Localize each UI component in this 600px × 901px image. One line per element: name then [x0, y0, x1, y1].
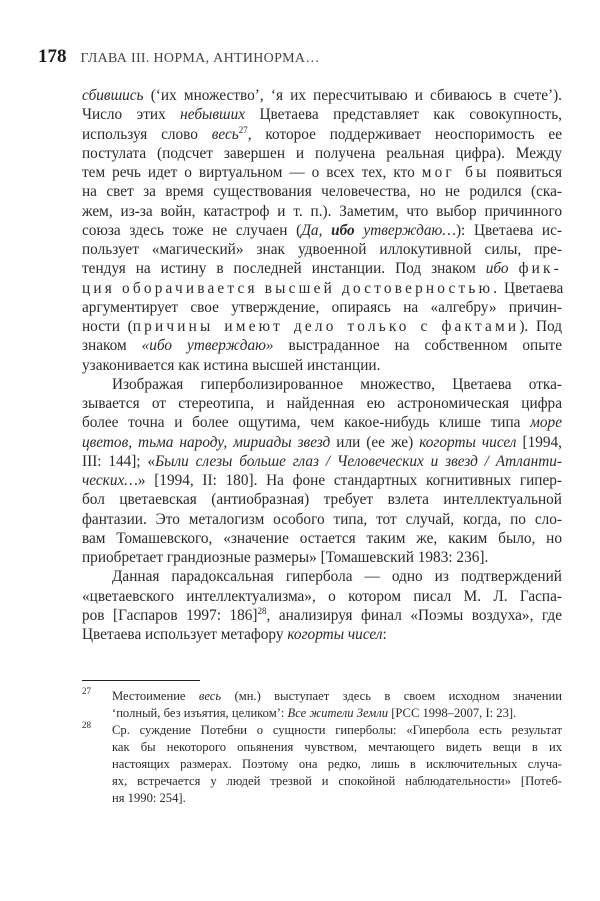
- text-line: [82, 490, 562, 509]
- footnotes: [82, 688, 562, 807]
- text-run: фантазии. Это металогизм особого типа, тот случай, когда, по сло-: [82, 510, 562, 528]
- text-line: [82, 452, 562, 471]
- text-line: [82, 413, 562, 432]
- text-line: [112, 739, 562, 756]
- footnote-number: 27: [82, 686, 91, 696]
- text-run: настоящих размерах. Поэтому она редко, лишь в исключительных случа-: [112, 757, 562, 771]
- footnote-ref[interactable]: 28: [257, 605, 267, 616]
- text-line: [82, 606, 562, 625]
- page-header: [38, 46, 320, 68]
- text-line: [82, 548, 562, 567]
- emphasis-text: «ибо утверждаю»: [141, 337, 274, 355]
- text-line: [82, 394, 562, 413]
- text-run: Цветаева: [500, 279, 564, 297]
- emphasis-text: цветов, тьма народу, мириады звезд: [82, 433, 331, 451]
- text-run: [509, 260, 519, 277]
- text-line: [82, 587, 562, 606]
- emphasis-text: Все жители Земли: [287, 706, 389, 720]
- text-line: [112, 705, 562, 722]
- page-number: 178: [38, 46, 67, 67]
- text-line: [82, 105, 562, 124]
- text-run: , анализируя финал «Поэмы воздуха», где: [266, 606, 562, 624]
- text-line: [82, 86, 562, 105]
- footnote: [82, 722, 562, 807]
- emphasis-text: Да,: [301, 221, 332, 239]
- text-line: [82, 529, 562, 548]
- emphasis-text: весь: [211, 125, 239, 143]
- text-line: [82, 625, 562, 644]
- text-run: ): Цветаева ис-: [455, 221, 562, 239]
- text-line: [82, 144, 562, 163]
- text-line: [82, 125, 562, 144]
- text-run: тендуя на истину в последней инстанции. Под знаком: [82, 260, 486, 278]
- text-run: Цветаева использует метафору: [82, 626, 288, 643]
- text-line: [82, 298, 562, 317]
- text-line: [112, 722, 562, 739]
- text-line: [82, 375, 562, 394]
- emphasis-text: утверждаю…: [354, 221, 456, 239]
- text-run: как бы некоторого опьянения чувством, мечтающего видеть вещи в их: [112, 740, 562, 754]
- text-run: аргументирует свое утверждение, опираясь на «алгебру» причин-: [82, 298, 562, 316]
- text-run: постулата (подсчет завершен и получена реальная цифра). Между: [82, 144, 562, 162]
- emphasis-text: ибо: [331, 221, 355, 239]
- text-run: тем речь идет о виртуальном — о всех тех, кто: [82, 164, 422, 181]
- text-line: [112, 756, 562, 773]
- text-run: бол цветаевская (антиобразная) требует взлета интеллектуальной: [82, 491, 562, 509]
- text-run: Местоимение: [112, 689, 199, 703]
- text-run: (мн.) выступает здесь в своем исходном значении: [221, 689, 562, 703]
- text-run: зывается от стереотипа, и найденная ею астрономическая цифра: [82, 395, 562, 412]
- text-run: выстраданное на собственном опыте: [273, 337, 562, 355]
- text-run: (‘их множество’, ‘я их пересчитываю и сбиваюсь в счете’).: [143, 87, 562, 104]
- text-run: Данная парадоксальная гипербола — одно из подтверждений: [112, 568, 562, 586]
- emphasis-text: небывших: [180, 106, 246, 124]
- text-line: [82, 163, 562, 182]
- emphasis-text: ибо: [485, 260, 509, 278]
- text-run: , которое поддерживает неоспоримость ее: [247, 125, 562, 143]
- emphasis-text: причины имеют дело только с фактами: [132, 318, 520, 335]
- text-run: знаком: [82, 337, 142, 355]
- body-text: [82, 86, 562, 644]
- text-line: [112, 773, 562, 790]
- text-line: [82, 317, 562, 336]
- text-run: или (ее же): [330, 433, 420, 451]
- text-line: [82, 202, 562, 221]
- text-run: пользует «магический» знак удвоенной иллокутивной силы, пре-: [82, 241, 562, 258]
- text-run: ров [Гаспаров 1997: 186]: [82, 606, 258, 624]
- text-run: ях, встречается у людей трезвой и спокойной наблюдательности» [Потеб-: [112, 774, 562, 788]
- text-run: союза здесь тоже не случаен (: [82, 221, 302, 239]
- text-line: [82, 221, 562, 240]
- text-run: «цветаевского интеллектуализма», о котором писал М. Л. Гаспа-: [82, 587, 562, 605]
- text-run: узаконивается как истина высшей инстанции.: [82, 356, 381, 374]
- text-run: [1994,: [516, 433, 562, 451]
- emphasis-text: когорты чисел: [419, 433, 517, 451]
- emphasis-text: фик-: [518, 260, 562, 278]
- emphasis-text: сбившись: [82, 87, 144, 104]
- text-line: [112, 790, 562, 807]
- emphasis-text: мог бы: [421, 164, 490, 181]
- text-line: [82, 433, 562, 452]
- text-line: [82, 259, 562, 278]
- emphasis-text: Были слезы больше глаз / Человеческих и звезд / Атланти-: [155, 452, 562, 470]
- emphasis-text: когорты чисел: [287, 626, 383, 643]
- text-line: [112, 688, 562, 705]
- text-line: [82, 279, 562, 298]
- text-run: Число этих: [82, 106, 181, 124]
- text-run: появиться: [489, 164, 562, 181]
- text-run: жем, из-за войн, катастроф и т. п.). Заметим, что выбор причинного: [82, 202, 562, 220]
- text-run: на свет за время существования человечества, но не родился (ска-: [82, 183, 562, 201]
- footnote-number: 28: [82, 720, 91, 730]
- text-line: [82, 567, 562, 586]
- text-run: Цветаева представляет как совокупность,: [245, 106, 563, 124]
- running-title: ГЛАВА III. НОРМА, АНТИНОРМА…: [80, 51, 320, 66]
- text-run: » [1994, II: 180]. На фоне стандартных когнитивных гипер-: [137, 472, 562, 489]
- emphasis-text: ческих…: [82, 472, 138, 489]
- text-run: ности (: [82, 318, 133, 335]
- text-run: приобретает грандиозные размеры» [Томашевский 1983: 236].: [82, 549, 489, 566]
- text-run: :: [382, 626, 387, 643]
- footnote-ref[interactable]: 27: [238, 124, 248, 135]
- text-line: [82, 510, 562, 529]
- emphasis-text: ция оборачивается высшей достоверностью.: [82, 279, 501, 297]
- emphasis-text: море: [530, 414, 562, 432]
- text-run: [РСС 1998–2007, I: 23].: [388, 706, 517, 720]
- text-run: более точна и более ощутима, чем какое-нибудь клише типа: [82, 414, 531, 432]
- text-line: [82, 471, 562, 490]
- text-run: Изображая гиперболизированное множество, Цветаева отка-: [112, 375, 562, 393]
- text-line: [82, 182, 562, 201]
- text-run: ‘полный, без изъятия, целиком’:: [112, 706, 288, 720]
- text-run: ня 1990: 254].: [112, 791, 186, 805]
- text-run: вам Томашевского, «значение остается таким же, каким было, но: [82, 529, 562, 547]
- text-run: используя слово: [82, 125, 212, 143]
- footnote: [82, 688, 562, 722]
- text-run: ). Под: [519, 318, 563, 335]
- text-run: Ср. суждение Потебни о сущности гиперболы: «Гипербола есть результат: [112, 723, 562, 737]
- text-line: [82, 356, 562, 375]
- text-line: [82, 240, 562, 259]
- text-run: III: 144]; «: [82, 452, 156, 470]
- emphasis-text: весь: [198, 689, 222, 703]
- footnote-divider: [82, 680, 200, 681]
- text-line: [82, 336, 562, 355]
